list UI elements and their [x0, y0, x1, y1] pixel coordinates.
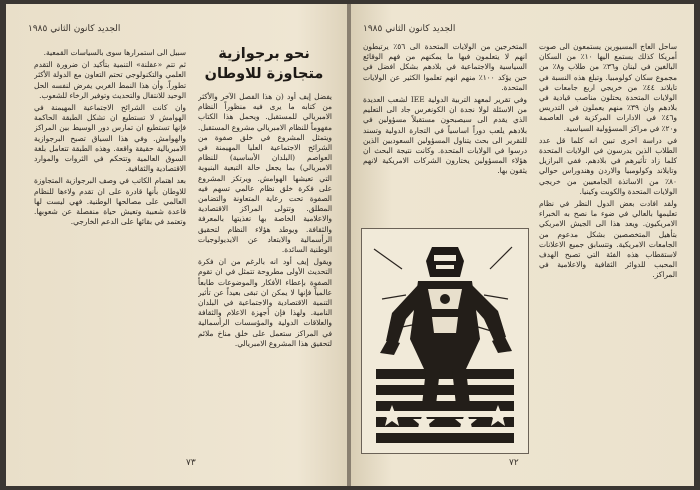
- left-page: [6, 4, 349, 486]
- magazine-spread: [6, 4, 694, 486]
- paragraph: في دراسة اخرى تبين انه كلما قل عدد الطلاب الذين يدرسون في الولايات المتحدة كلما زاد تأثيرهم في بلادهم. ففي البرازيل وتايلاند وكولومبيا والاردن وهندوراس حوالي ٨٠٪ من الاساتذة الجامعيين من خريجي الولايات المتحدة والكويت وكينيا.: [539, 135, 677, 196]
- left-page-number: ٧٣: [186, 458, 196, 468]
- paragraph: وان كانت الشرائح الاجتماعية المهيمنة في الهوامش لا تستطيع ان تشكل الطبقة الحاكمة فإنها تستطيع ان تمارس دور الوسيط بين المراكز والهوامش. وفي هذا السياق تصبح البرجوازية الامبريالية حقيقة واقعة. وهذه الطبقة تتعامل بلغة السوق العالمية وتتحكم في الثروات والموارد الاقتصادية والثقافية.: [34, 103, 186, 174]
- paragraph: ساحل العاج المسيورين يستمعون الى صوت أمريكا كذلك يستمع اليها ١٠٪ من السكان البالغين في لبنان و٣٦٪ من طلاب و٨٪ من مجموع سكان كولومبيا. وتبلغ هذه النسبة في تايلاند ٤٤٪ من خريجي اربع جامعات في الولايات المتحدة يحتلون مناصب قيادية في بلادهم وان ٣٩٪ منهم يعملون في التدريس و٤٦٪ في الادارات المركزية في العاصمة و٢٠٪ في مراكز المسؤولية السياسية.: [539, 42, 677, 133]
- article-title-line2: متجاوزة للاوطان: [204, 66, 324, 82]
- paragraph: سبيل الى استمرارها سوى بالسياسات القمعية.: [43, 48, 186, 57]
- paragraph: المتخرجين من الولايات المتحدة الى ٥٦٪ يرتبطون انهم لا يتعلمون فيها ما يمكنهم من فهم الوقائع السياسية والاجتماعية في بلادهم بشكل افضل في حين يؤكد ١٠٠٪ منهم انهم تعلموا الكثير عن الولايات المتحدة.: [363, 42, 527, 92]
- article-title: [196, 44, 332, 84]
- left-page-header: الجديد كانون الثاني ١٩٨٥: [28, 24, 121, 34]
- paragraph: بعد اهتمام الكاتب في وصف البرجوازية المتجاوزة للاوطان بأنها قادرة على ان تقدم ولاءها للنظام العالمي على مصالحها الوطنية. فهي ليست لها قاعدة شعبية وتعيش حياة منفصلة عن شعوبها. وتعتمد في بقائها على الدعم الخارجي.: [34, 176, 186, 227]
- paragraph: ثم تتم «عقلنة» التنمية بتأكيد ان ضرورة التقدم العلمي والتكنولوجي تحتم التعاون مع الدولة الأكثر تطوراً. وأن هذا النمط الغربي يفرض لنفسه الحل الوحيد للانتقال والتحديث وتوفير الرخاء للشعوب.: [34, 60, 186, 100]
- right-page-column-left: [363, 42, 527, 222]
- paragraph: ولقد افادت بعض الدول النظر في نظام تعليمها بالعالي في ضوء ما نصح به الخبراء الامريكيون. ويعد هذا الى الجيش الامريكي بتأهيل المتخصصين بشكل مدعوم من الجامعات الامريكية. وتتسابق جميع الاعلانات لاستقطاب هذه الفئة التي تصبح الهدف المحبب للدوائر الثقافية والاعلامية في المراكز.: [539, 199, 677, 280]
- left-page-column-right: [198, 92, 332, 442]
- right-page: [351, 4, 694, 486]
- left-page-column-left: [34, 48, 186, 442]
- right-page-number: ٧٢: [509, 458, 519, 468]
- right-page-column-right: [539, 42, 677, 452]
- right-page-header: الجديد كانون الثاني ١٩٨٥: [363, 24, 456, 34]
- paragraph: يفضل إيف أود (ن هذا الفصل الآخر والأكثر من كتابه ما يرى فيه منظوراً النظام الامبريالي للمستقبل. ويحمل هذا الكتاب مفهوماً للنظام الامبريالي مشروع المستقبل. ويتمثل المشروع في خلق صفوة من الشرائح الاجتماعية العليا المهيمنة في العواصم (البلدان الأساسية) للنظام الامبريالي) بما يجعل حالة التبعية البنيوية التي تعيشها الهوامش. ويرتكز المشروع على فكرة خلق نظام عالمي تسهم فيه الصفوة تحت رعاية المتعاونة والتضامن المطلق. وتتولى المراكز الاقتصادية والاعلامية الخاصة بها تغذيتها بالمعرفة والثقافة. ويوطد هؤلاء النظام لتحقيق الرأسمالية والابتعاد عن الايديولوجيات الوطنية السائدة.: [198, 92, 332, 255]
- woodcut-illustration: [361, 228, 529, 454]
- paragraph: ويقول إيف أود انه بالرغم من ان فكرة التحديث الأولى مطروحة تتمثل في ان تقوم الصفوة بإعطاء الأفكار والموضوعات طابعاً عالمياً فإنها لا يمكن ان تبقى بعيداً عن تأثير التنمية الاقتصادية والاجتماعية في البلدان النامية. ولهذا فإن أجهزة الاعلام والثقافة والعلاقات الدولية والمؤسسات الرأسمالية في المراكز ستعمل على خلق مناخ ملائم لتحقيق هذا المشروع الامبريالي.: [198, 257, 332, 348]
- paragraph: وفي تقرير لمعهد التربية الدولية IEE لشعب العديدة من الاسئلة لولا نجدة ان الكونغرس جاد الى التعليم الذي يقدم الى سيصبحون مستقبلاً مسؤولين في بلادهم يلعب دوراً اساسياً في التجارة الدولية وتسند للتقرير الى بحث يتناول المسؤولين السعوديين الذين درسوا في الولايات المتحدة. وكانت نتيجة البحث ان هؤلاء المسؤولين يختارون الشركات الامريكية لانهم يثقون بها.: [363, 95, 527, 176]
- article-title-line1: نحو برجوازية: [218, 46, 310, 62]
- woodcut-figure-image: [362, 229, 528, 453]
